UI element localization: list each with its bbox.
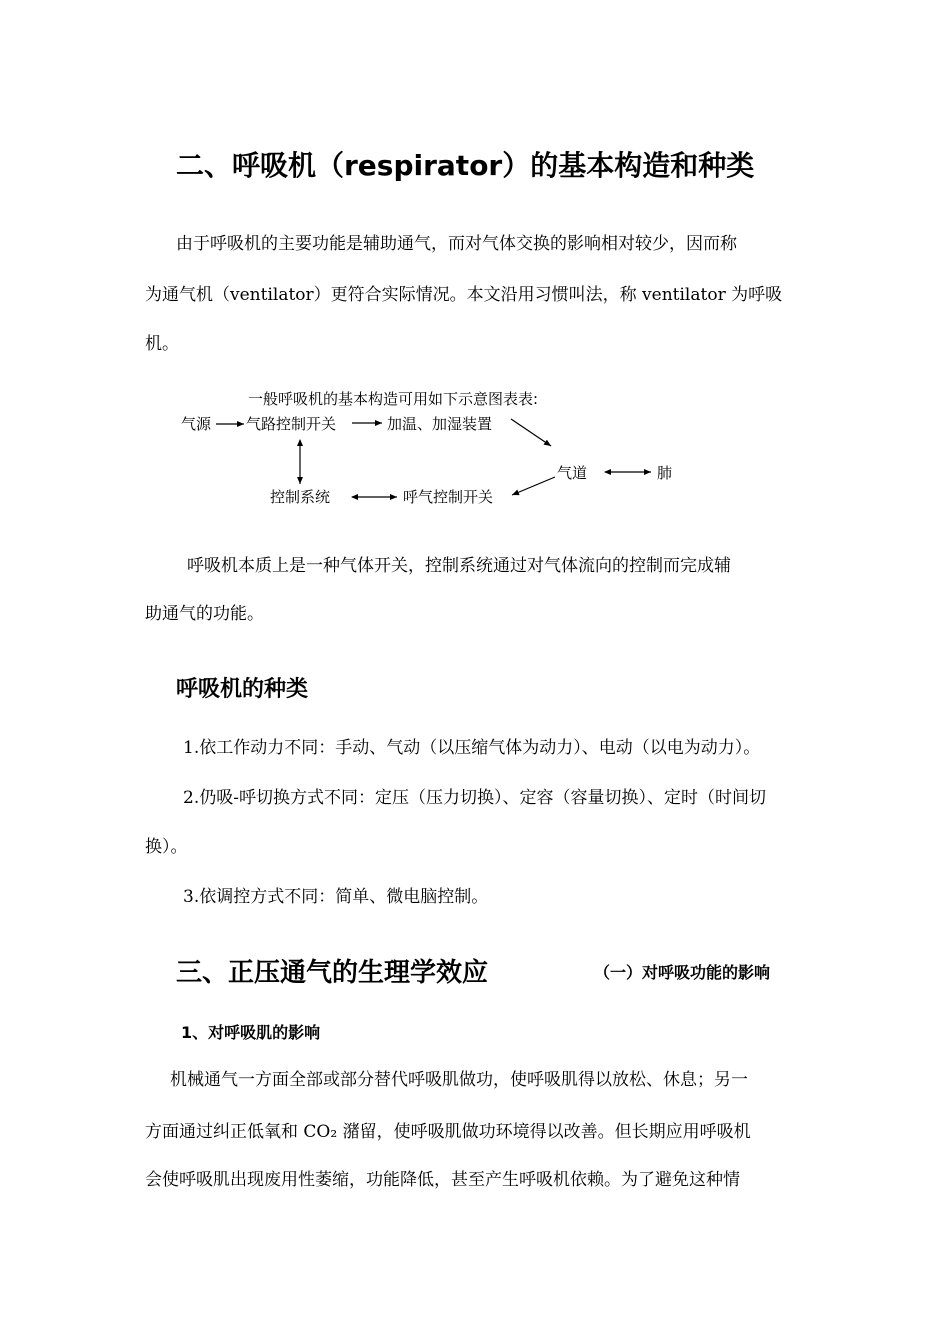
intro-line-2: 为通气机（ventilator）更符合实际情况。本文沿用习惯叫法，称 ventilator 为呼吸 xyxy=(145,285,783,305)
types-item-1: 1.依工作动力不同：手动、气动（以压缩气体为动力）、电动（以电为动力）。 xyxy=(183,738,761,758)
para-line-1: 机械通气一方面全部或部分替代呼吸肌做功，使呼吸肌得以放松、休息；另一 xyxy=(170,1070,748,1090)
node-humidifier: 加温、加湿装置 xyxy=(387,415,493,433)
node-circuit-switch: 气路控制开关 xyxy=(246,415,337,433)
intro-line-1: 由于呼吸机的主要功能是辅助通气，而对气体交换的影响相对较少，因而称 xyxy=(176,234,737,254)
essence-line-2: 助通气的功能。 xyxy=(145,604,264,624)
subsection-1-title: 1、对呼吸肌的影响 xyxy=(181,1023,321,1042)
diagram-caption: 一般呼吸机的基本构造可用如下示意图表表: xyxy=(248,390,539,408)
intro-line-3: 机。 xyxy=(145,334,179,354)
types-item-3: 3.依调控方式不同：简单、微电脑控制。 xyxy=(183,887,489,907)
arrow-humidifier-to-airway xyxy=(511,419,551,446)
arrow-airway-to-exp-switch xyxy=(512,477,555,495)
node-control-system: 控制系统 xyxy=(270,488,331,506)
essence-line-1: 呼吸机本质上是一种气体开关，控制系统通过对气体流向的控制而完成辅 xyxy=(187,556,731,576)
section3-title: 三、正压通气的生理学效应 xyxy=(176,958,489,988)
node-airway: 气道 xyxy=(557,464,588,482)
types-heading: 呼吸机的种类 xyxy=(176,677,309,702)
types-item-2: 2.仍吸-呼切换方式不同：定压（压力切换）、定容（容量切换）、定时（时间切 xyxy=(183,788,766,808)
para-line-3: 会使呼吸肌出现废用性萎缩，功能降低，甚至产生呼吸机依赖。为了避免这种情 xyxy=(145,1170,740,1190)
section-title: 二、呼吸机（respirator）的基本构造和种类 xyxy=(176,149,755,182)
types-item-2-cont: 换）。 xyxy=(145,837,188,857)
node-exp-switch: 呼气控制开关 xyxy=(403,488,494,506)
node-lung: 肺 xyxy=(657,464,673,482)
section3-subtitle: （一）对呼吸功能的影响 xyxy=(594,963,771,982)
node-gas-source: 气源 xyxy=(181,415,212,433)
para-line-2: 方面通过纠正低氧和 CO₂ 潴留，使呼吸肌做功环境得以改善。但长期应用呼吸机 xyxy=(145,1122,751,1142)
